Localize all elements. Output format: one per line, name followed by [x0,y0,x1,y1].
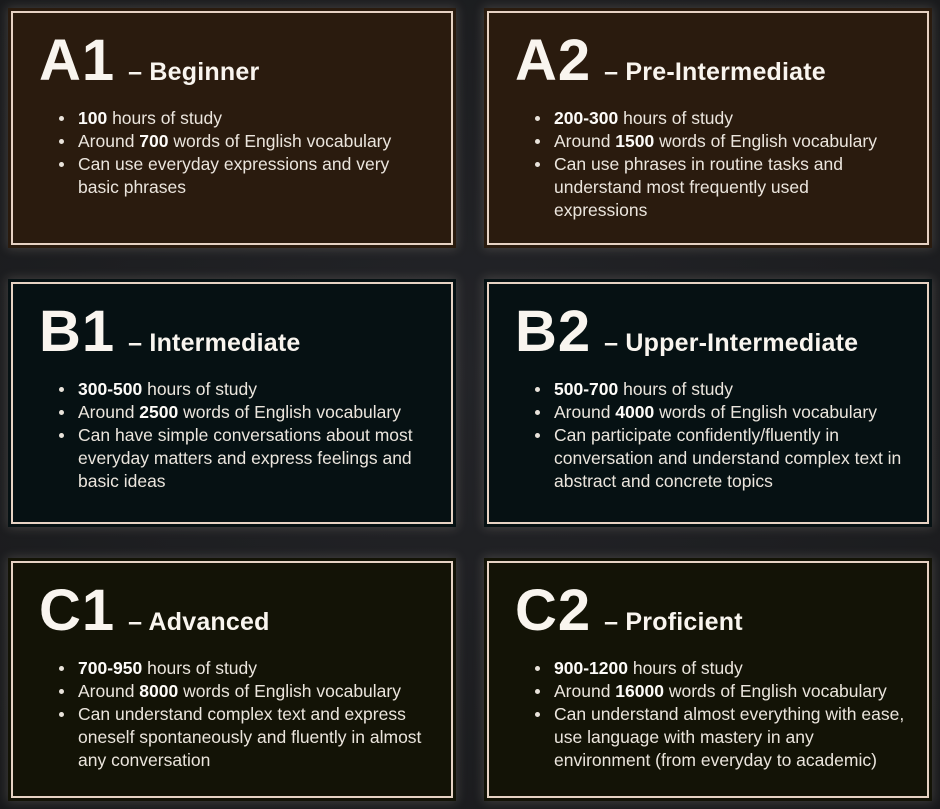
bullet-hours [59,657,429,680]
bullet-marker [535,703,554,772]
bullet-text: Around 8000 words of English vocabulary [78,680,401,701]
level-name [128,608,269,637]
bullet-marker [59,703,78,772]
dash: – [604,329,619,357]
bullet-hours [59,107,429,130]
level-name-text: Beginner [149,58,260,86]
bullet-text: Can understand almost everything with ease, use language with mastery in any environment (from everyday to academic) [554,703,905,770]
level-name [128,329,300,358]
bullet-text: 100 hours of study [78,107,222,128]
card-a1-inner [11,11,453,245]
bullet-text: 300-500 hours of study [78,378,258,399]
bullet-marker [535,153,554,222]
bullet-text: Can understand complex text and express oneself spontaneously and fluently in almost any conversation [78,703,422,770]
card-b1 [8,279,456,527]
dash: – [604,58,619,86]
bullet-ability [59,153,429,199]
bullet-marker [535,680,554,703]
card-a1-bullets [39,107,429,199]
bullet-vocabulary [535,401,905,424]
level-name-text: Upper-Intermediate [625,329,859,357]
card-a2-title [515,29,905,93]
bullet-marker [535,378,554,401]
card-a2-inner [487,11,929,245]
bullet-vocabulary [59,401,429,424]
dash: – [128,329,143,357]
card-c2-title [515,579,905,643]
level-code: B1 [39,299,116,364]
level-code: B2 [515,299,592,364]
bullet-text: Can have simple conversations about most everyday matters and express feelings and basic ideas [78,424,413,491]
card-c1-inner [11,561,453,798]
bullet-text: 500-700 hours of study [554,378,734,399]
level-code: C2 [515,578,592,643]
bullet-text: 900-1200 hours of study [554,657,743,678]
bullet-text: Can participate confidently/fluently in conversation and understand complex text in abstract and concrete topics [554,424,902,491]
bullet-vocabulary [59,680,429,703]
bullet-marker [535,401,554,424]
dash: – [128,608,143,636]
bullet-text: Around 2500 words of English vocabulary [78,401,401,422]
bullet-vocabulary [535,130,905,153]
bullet-text: Around 4000 words of English vocabulary [554,401,877,422]
level-name-text: Pre-Intermediate [625,58,826,86]
card-b2-inner [487,282,929,524]
card-b1-inner [11,282,453,524]
level-name [128,58,259,87]
card-c2 [484,558,932,801]
bullet-marker [59,153,78,199]
card-c1-title [39,579,429,643]
bullet-hours [535,378,905,401]
bullet-hours [535,107,905,130]
bullet-vocabulary [535,680,905,703]
bullet-hours [59,378,429,401]
bullet-marker [59,378,78,401]
bullet-ability [535,153,905,222]
card-c1-bullets [39,657,429,772]
level-name-text: Proficient [625,608,743,636]
bullet-text: Can use phrases in routine tasks and understand most frequently used expressions [554,153,843,220]
bullet-marker [535,657,554,680]
card-b1-bullets [39,378,429,493]
card-c1 [8,558,456,801]
level-code: A1 [39,28,116,93]
card-c2-bullets [515,657,905,772]
level-name-text: Advanced [148,608,270,636]
bullet-marker [59,130,78,153]
bullet-marker [535,107,554,130]
level-name [604,329,858,358]
bullet-hours [535,657,905,680]
bullet-text: 200-300 hours of study [554,107,734,128]
bullet-marker [535,130,554,153]
card-b2-bullets [515,378,905,493]
card-a1 [8,8,456,248]
bullet-ability [535,424,905,493]
bullet-marker [59,401,78,424]
bullet-ability [535,703,905,772]
bullet-vocabulary [59,130,429,153]
card-b2 [484,279,932,527]
level-name [604,608,743,637]
level-name [604,58,826,87]
dash: – [128,58,143,86]
card-a2-bullets [515,107,905,222]
bullet-text: 700-950 hours of study [78,657,258,678]
bullet-text: Around 16000 words of English vocabulary [554,680,887,701]
bullet-marker [59,107,78,130]
bullet-marker [59,680,78,703]
bullet-text: Can use everyday expressions and very basic phrases [78,153,390,197]
card-b2-title [515,300,905,364]
bullet-marker [535,424,554,493]
bullet-text: Around 700 words of English vocabulary [78,130,392,151]
card-b1-title [39,300,429,364]
card-a1-title [39,29,429,93]
card-c2-inner [487,561,929,798]
dash: – [604,608,619,636]
level-name-text: Intermediate [149,329,301,357]
bullet-marker [59,657,78,680]
card-a2 [484,8,932,248]
level-code: A2 [515,28,592,93]
bullet-marker [59,424,78,493]
bullet-text: Around 1500 words of English vocabulary [554,130,877,151]
level-code: C1 [39,578,116,643]
bullet-ability [59,703,429,772]
bullet-ability [59,424,429,493]
